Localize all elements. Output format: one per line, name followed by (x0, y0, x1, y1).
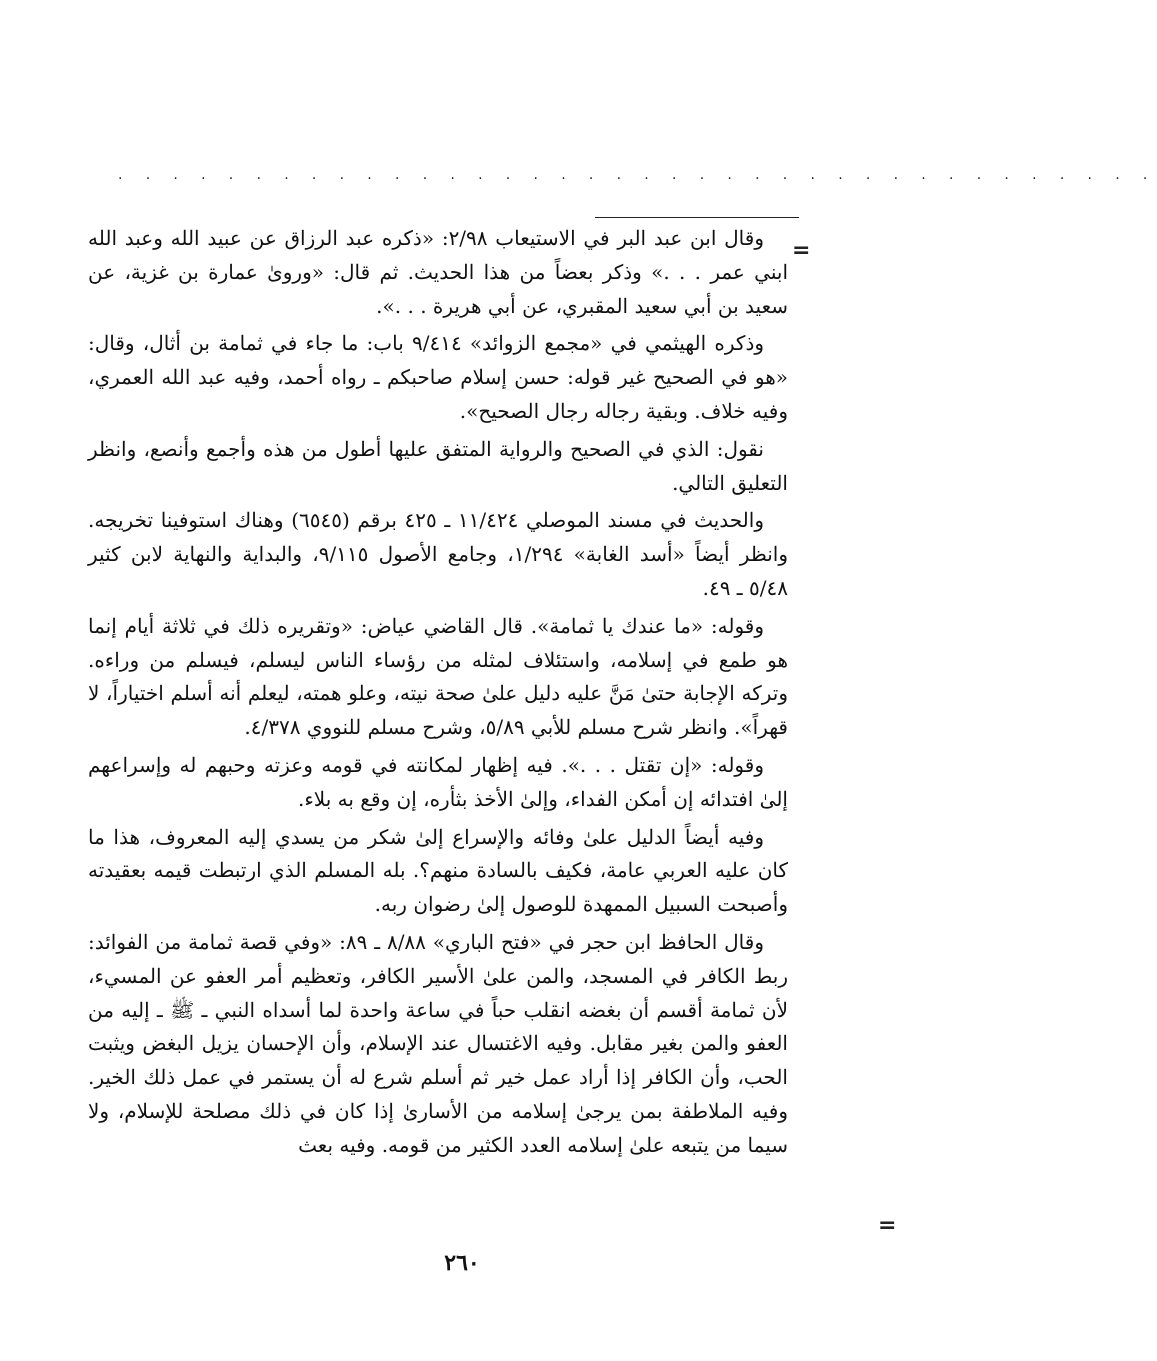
paragraph-4: والحديث في مسند الموصلي ١١/٤٢٤ ـ ٤٢٥ برقم (٦٥٤٥) وهناك استوفينا تخريجه. وانظر أيضاً «أسد الغابة» ١/٢٩٤، وجامع الأصول ٩/١١٥، والبداية والنهاية لابن كثير ٥/٤٨ ـ ٤٩. (88, 508, 789, 600)
paragraph-3: نقول: الذي في الصحيح والرواية المتفق عليها أطول من هذه وأجمع وأنصع، وانظر التعليق التالي. (88, 436, 788, 495)
continuation-mark-bottom: = (878, 1213, 897, 1238)
paragraph-7: وفيه أيضاً الدليل علىٰ وفائه والإسراع إلىٰ شكر من يسدي إليه المعروف، هذا ما كان عليه العربي عامة، فكيف بالسادة منهم؟. بله المسلم الذي ارتبطت قيمه بعقيدته وأصبحت السبيل الممهدة للوصول إلىٰ رضوان ربه. (88, 824, 788, 917)
paragraph-8: وقال الحافظ ابن حجر في «فتح الباري» ٨/٨٨ ـ ٨٩: «وفي قصة ثمامة من الفوائد: ربط الكافر في المسجد، والمن علىٰ الأسير الكافر، وتعظيم أمر العفو عن المسيء، لأن ثمامة أقسم أن بغضه انقلب حباً في ساعة واحدة لما أسداه النبي ـ ﷺ ـ إليه من العفو والمن بغير مقابل. وفيه الاغتسال عند الإسلام، وأن الإحسان يزيل البغض ويثبت الحب، وأن الكافر إذا أراد عمل خير ثم أسلم شرع له أن يستمر في عمل ذلك الخير. وفيه الملاطفة بمن يرجىٰ إسلامه من الأسارىٰ إذا كان في ذلك مصلحة للإسلام، ولا سيما من يتبعه علىٰ إسلامه العدد الكثير من قومه. وفيه بعث (88, 929, 788, 1157)
footnote-rule (595, 217, 799, 218)
page-number: ٢٦٠ (444, 1250, 480, 1276)
continuation-mark-top: = (792, 238, 811, 263)
footnote-body (88, 222, 788, 1167)
paragraph-5: وقوله: «ما عندك يا ثمامة». قال القاضي عياض: «وتقريره ذلك في ثلاثة أيام إنما هو طمع في إسلامه، واستئلاف لمثله من رؤساء الناس ليسلم، فيسلم من وراءه. وتركه الإجابة حتىٰ مَنَّ عليه دليل علىٰ صحة نيته، وعلو همته، ليعلم أنه أسلم اختياراً، لا قهراً». وانظر شرح مسلم للأبي ٥/٨٩، وشرح مسلم للنووي ٤/٣٧٨. (88, 613, 788, 740)
paragraph-6: وقوله: «إن تقتل . . .». فيه إظهار لمكانته في قومه وعزته وحبهم له وإسراعهم إلىٰ افتدائه إن أمكن الفداء، وإلىٰ الأخذ بثأره، إن وقع به بلاء. (88, 752, 788, 811)
paragraph-2: وذكره الهيثمي في «مجمع الزوائد» ٩/٤١٤ باب: ما جاء في ثمامة بن أثال، وقال: «هو في الصحيح غير قوله: حسن إسلام صاحبكم ـ رواه أحمد، وفيه عبد الله العمري، وفيه خلاف. وبقية رجاله رجال الصحيح». (88, 331, 788, 423)
dotted-separator: . . . . . . . . . . . . . . . . . . . . . . . . . . . . . . . . . . . . . . (118, 167, 1157, 183)
paragraph-1: وقال ابن عبد البر في الاستيعاب ٢/٩٨: «ذكره عبد الرزاق عن عبيد الله وعبد الله ابني عمر . . .» وذكر بعضاً من هذا الحديث. ثم قال: «وروىٰ عمارة بن غزية، عن سعيد بن أبي سعيد المقبري، عن أبي هريرة . . .». (88, 226, 788, 318)
